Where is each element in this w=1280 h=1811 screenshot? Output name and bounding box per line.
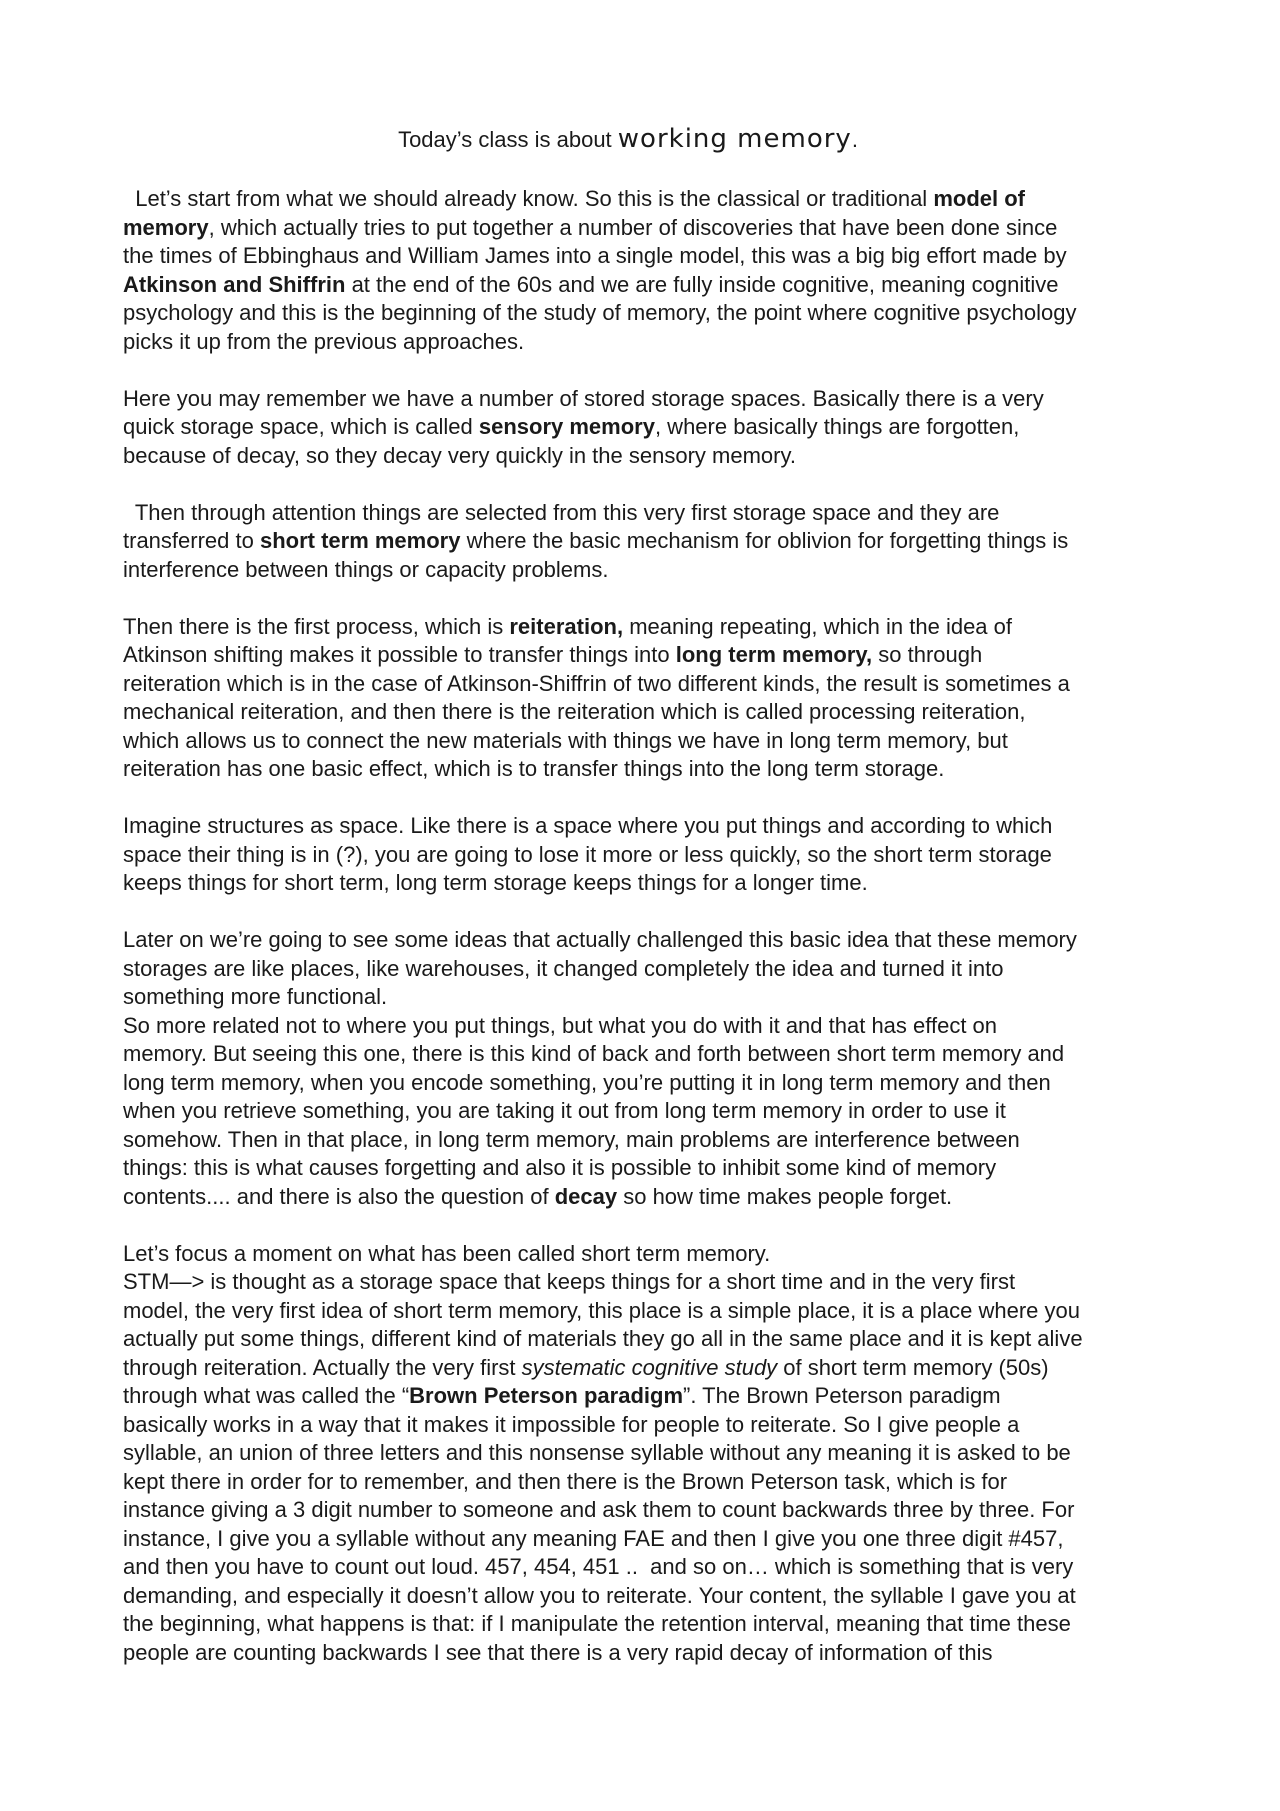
text-run: picks it up from the previous approaches. — [123, 328, 525, 354]
text-line — [123, 214, 1173, 243]
text-run: something more functional. — [123, 984, 388, 1009]
text-line — [123, 413, 1173, 442]
text-run: So more related not to where you put things, but what you do with it and that has effect on — [123, 1012, 998, 1038]
text-run: somehow. Then in that place, in long term memory, main problems are interference between — [123, 1126, 1020, 1152]
text-line — [123, 1040, 1173, 1069]
paragraph — [123, 1268, 1173, 1667]
text-line — [123, 1582, 1173, 1611]
text-line — [123, 1097, 1173, 1126]
text-run: because of decay, so they decay very quickly in the sensory memory. — [123, 442, 796, 468]
bold-term: sensory memory — [478, 414, 655, 439]
paragraph — [123, 499, 1173, 585]
paragraph — [123, 1012, 1173, 1212]
text-run: things: this is what causes forgetting and also it is possible to inhibit some kind of memory — [123, 1155, 997, 1180]
text-line — [123, 869, 1173, 898]
paragraph — [123, 812, 1173, 898]
bold-term: model of — [933, 186, 1025, 211]
text-run: , which actually tries to put together a number of discoveries that have been done since — [208, 214, 1058, 240]
text-line — [123, 727, 1173, 756]
text-run: where the basic mechanism for oblivion for forgetting things is — [460, 528, 1069, 553]
text-run: Let’s start from what we should already know. So this is the classical or traditional — [123, 186, 934, 211]
text-line — [123, 755, 1173, 784]
text-line — [123, 499, 1173, 528]
text-run: actually put some things, different kind of materials they go all in the same place and it is kept alive — [123, 1326, 1083, 1351]
text-line — [123, 242, 1173, 271]
text-line — [123, 1297, 1173, 1326]
title-suffix: . — [851, 127, 858, 152]
text-line — [123, 271, 1173, 300]
text-run: Imagine structures as space. Like there is a space where you put things and according to which — [123, 813, 1053, 838]
text-run: , where basically things are forgotten, — [654, 414, 1020, 439]
text-run: reiteration has one basic effect, which is to transfer things into the long term storage. — [123, 756, 945, 781]
text-run: ”. The Brown Peterson paradigm — [683, 1383, 1001, 1408]
text-run: kept there in order for to remember, and then there is the Brown Peterson task, which is for — [123, 1468, 1008, 1494]
text-run: instance giving a 3 digit number to someone and ask them to count backwards three by three. For — [123, 1497, 1075, 1522]
text-run: instance, I give you a syllable without any meaning FAE and then I give you one three digit #457, — [123, 1525, 1064, 1551]
text-line — [123, 328, 1173, 357]
text-run: storages are like places, like warehouses, it changed completely the idea and turned it into — [123, 955, 1004, 981]
title-prefix: Today’s class is about — [398, 127, 618, 152]
text-line — [123, 670, 1173, 699]
title-emphasis: working memory — [617, 124, 852, 154]
text-run: the beginning, what happens is that: if I manipulate the retention interval, meaning that time these — [123, 1611, 1071, 1636]
italic-term: systematic cognitive study — [521, 1354, 778, 1380]
page-title — [123, 124, 1133, 155]
bold-term: short term memory — [259, 528, 461, 553]
bold-term: Atkinson and Shiffrin — [123, 271, 346, 297]
text-run: interference between things or capacity problems. — [123, 556, 609, 582]
bold-term: long term memory, — [675, 642, 873, 667]
text-run: contents.... and there is also the question of — [123, 1183, 555, 1209]
text-run: transferred to — [123, 528, 260, 553]
text-line — [123, 1069, 1173, 1098]
text-run: people are counting backwards I see that there is a very rapid decay of information of this — [123, 1639, 993, 1665]
text-line — [123, 1639, 1173, 1668]
text-run: keeps things for short term, long term storage keeps things for a longer time. — [123, 870, 868, 895]
document-body — [123, 185, 1173, 1696]
text-run: Let’s focus a moment on what has been called short term memory. — [123, 1240, 771, 1266]
text-line — [123, 1525, 1173, 1554]
text-run: memory. But seeing this one, there is this kind of back and forth between short term memory and — [123, 1041, 1065, 1066]
text-line — [123, 983, 1173, 1012]
text-run: through what was called the “ — [123, 1383, 410, 1408]
text-line — [123, 926, 1173, 955]
text-run: Atkinson shifting makes it possible to transfer things into — [123, 642, 676, 667]
bold-term: reiteration, — [509, 613, 624, 639]
text-run: which allows us to connect the new materials with things we have in long term memory, but — [123, 727, 1008, 753]
text-line — [123, 1126, 1173, 1155]
text-run: long term memory, when you encode something, you’re putting it in long term memory and then — [123, 1069, 1051, 1095]
text-line — [123, 1240, 1173, 1269]
text-line — [123, 698, 1173, 727]
paragraph — [123, 385, 1173, 471]
text-line — [123, 299, 1173, 328]
text-run: space their thing is in (?), you are going to lose it more or less quickly, so the short term storage — [123, 841, 1052, 867]
paragraph — [123, 185, 1173, 356]
text-line — [123, 641, 1173, 670]
text-line — [123, 1439, 1173, 1468]
text-run: Here you may remember we have a number of stored storage spaces. Basically there is a very — [123, 385, 1044, 411]
bold-term: memory — [123, 214, 209, 240]
text-line — [123, 613, 1173, 642]
text-line — [123, 841, 1173, 870]
text-line — [123, 1610, 1173, 1639]
text-run: quick storage space, which is called — [123, 414, 479, 439]
text-line — [123, 1496, 1173, 1525]
text-run: syllable, an union of three letters and this nonsense syllable without any meaning it is asked to be — [123, 1440, 1071, 1465]
text-run: at the end of the 60s and we are fully inside cognitive, meaning cognitive — [345, 271, 1059, 297]
text-run: mechanical reiteration, and then there is the reiteration which is called processing reiteration, — [123, 699, 1026, 724]
text-line — [123, 1468, 1173, 1497]
text-run: of short term memory (50s) — [777, 1354, 1049, 1380]
bold-term: decay — [554, 1183, 618, 1209]
text-run: meaning repeating, which in the idea of — [623, 613, 1012, 639]
text-run: Later on we’re going to see some ideas that actually challenged this basic idea that these memory — [123, 927, 1077, 952]
text-line — [123, 1354, 1173, 1383]
text-line — [123, 1382, 1173, 1411]
text-line — [123, 1012, 1173, 1041]
text-run: Then there is the first process, which is — [123, 613, 510, 639]
text-line — [123, 955, 1173, 984]
text-run: Then through attention things are selected from this very first storage space and they are — [123, 499, 1000, 525]
text-line — [123, 442, 1173, 471]
text-line — [123, 1553, 1173, 1582]
text-run: the times of Ebbinghaus and William James into a single model, this was a big big effort made by — [123, 243, 1067, 268]
paragraph — [123, 926, 1173, 1012]
text-line — [123, 527, 1173, 556]
text-run: STM—> is thought as a storage space that keeps things for a short time and in the very first — [123, 1269, 1016, 1294]
text-line — [123, 185, 1173, 214]
text-line — [123, 556, 1173, 585]
text-line — [123, 385, 1173, 414]
text-run: when you retrieve something, you are taking it out from long term memory in order to use it — [123, 1098, 1006, 1123]
text-run: so how time makes people forget. — [617, 1183, 953, 1209]
text-run: so through — [872, 642, 983, 667]
text-line — [123, 812, 1173, 841]
text-run: reiteration which is in the case of Atkinson-Shiffrin of two different kinds, the result is sometimes a — [123, 670, 1070, 696]
text-line — [123, 1183, 1173, 1212]
paragraph — [123, 1240, 1173, 1269]
text-run: psychology and this is the beginning of the study of memory, the point where cognitive psychology — [123, 300, 1077, 325]
text-run: and then you have to count out loud. 457, 454, 451 .. and so on… which is something that is very — [123, 1554, 1074, 1579]
text-run: through reiteration. Actually the very first — [123, 1354, 522, 1380]
text-line — [123, 1154, 1173, 1183]
bold-term: Brown Peterson paradigm — [409, 1383, 684, 1408]
paragraph — [123, 613, 1173, 784]
text-line — [123, 1268, 1173, 1297]
text-run: demanding, and especially it doesn’t allow you to reiterate. Your content, the syllable I gave you at — [123, 1582, 1076, 1608]
text-run: basically works in a way that it makes it impossible for people to reiterate. So I give people a — [123, 1411, 1020, 1437]
text-run: model, the very first idea of short term memory, this place is a simple place, it is a place where you — [123, 1297, 1080, 1323]
text-line — [123, 1325, 1173, 1354]
text-line — [123, 1411, 1173, 1440]
